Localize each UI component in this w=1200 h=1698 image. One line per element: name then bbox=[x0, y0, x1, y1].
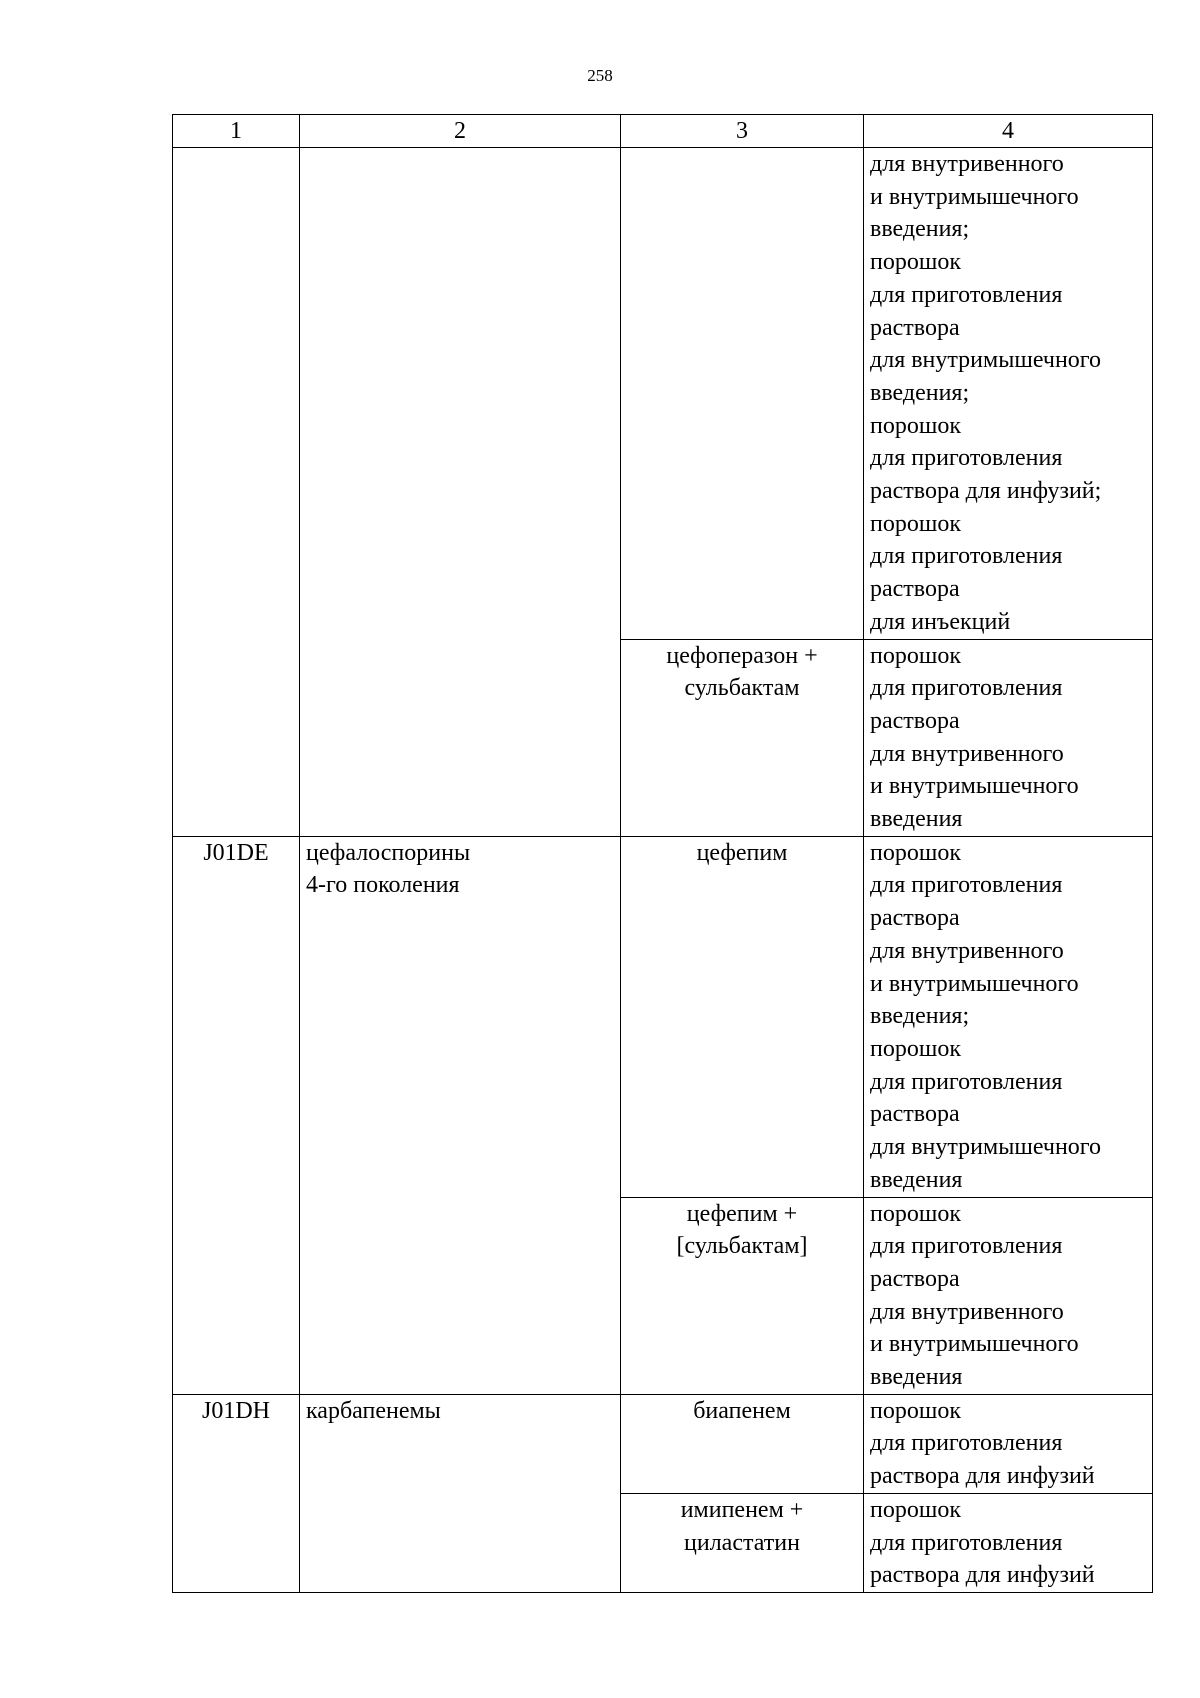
drug-name-cell bbox=[621, 148, 864, 640]
column-header-4: 4 bbox=[864, 115, 1153, 148]
cell-text-line: для приготовления bbox=[870, 281, 1063, 308]
drug-name-cell bbox=[621, 1493, 864, 1592]
group-name-cell bbox=[300, 836, 621, 1394]
table-row bbox=[173, 148, 1153, 640]
drug-name-cell bbox=[621, 639, 864, 836]
cell-text-line: для внутривенного bbox=[870, 151, 1064, 177]
table-row bbox=[173, 836, 1153, 1197]
cell-text-line: цефалоспорины bbox=[306, 839, 471, 866]
dosage-form-cell bbox=[864, 639, 1153, 836]
cell-text-line: порошок bbox=[870, 1496, 961, 1523]
table-header-row bbox=[173, 115, 1153, 148]
table-body bbox=[173, 148, 1153, 1593]
cell-text-line: карбапенемы bbox=[306, 1397, 441, 1424]
cell-text-line: порошок bbox=[870, 1397, 961, 1424]
cell-text-line: раствора для инфузий bbox=[870, 1562, 1095, 1589]
cell-text-line: для приготовления bbox=[870, 1068, 1063, 1095]
cell-text-line: для внутривенного bbox=[870, 740, 1064, 767]
group-name-cell bbox=[300, 1394, 621, 1592]
cell-text-line: раствора bbox=[870, 707, 960, 734]
cell-text-line: раствора bbox=[870, 1101, 960, 1128]
cell-text-line: и внутримышечного bbox=[870, 773, 1079, 800]
dosage-form-cell bbox=[864, 1197, 1153, 1394]
cell-text-line: для приготовления bbox=[870, 1430, 1063, 1457]
cell-text-line: введения; bbox=[870, 379, 970, 406]
cell-text-line: порошок bbox=[870, 1035, 961, 1062]
dosage-form-cell bbox=[864, 836, 1153, 1197]
cell-text-line: сульбактам bbox=[684, 675, 800, 702]
cell-text-line: введения bbox=[870, 806, 963, 833]
cell-text-line: введения bbox=[870, 1364, 963, 1391]
cell-text-line: введения; bbox=[870, 1003, 970, 1030]
cell-text-line: введения; bbox=[870, 216, 970, 243]
cell-text-line: для приготовления bbox=[870, 543, 1063, 570]
atc-code-cell bbox=[173, 148, 300, 837]
cell-text-line: раствора для инфузий; bbox=[870, 478, 1102, 505]
cell-text-line: цефепим + bbox=[686, 1200, 798, 1227]
atc-code-cell: J01DH bbox=[173, 1394, 300, 1592]
cell-text-line: порошок bbox=[870, 839, 961, 866]
column-header-1: 1 bbox=[173, 115, 300, 148]
cell-text-line: раствора bbox=[870, 314, 960, 341]
cell-text-line: для приготовления bbox=[870, 1233, 1063, 1260]
cell-text-line: 4-го поколения bbox=[306, 872, 460, 899]
cell-text-line: для приготовления bbox=[870, 1529, 1063, 1556]
drug-name-cell bbox=[621, 1394, 864, 1493]
cell-text-line: порошок bbox=[870, 510, 961, 537]
cell-text-line: порошок bbox=[870, 1200, 961, 1227]
cell-text-line: для внутривенного bbox=[870, 1298, 1064, 1325]
cell-text-line: имипенем + bbox=[680, 1496, 804, 1523]
cell-text-line: раствора bbox=[870, 576, 960, 603]
cell-text-line: раствора bbox=[870, 905, 960, 932]
column-header-2: 2 bbox=[300, 115, 621, 148]
drug-name-cell bbox=[621, 1197, 864, 1394]
cell-text-line: для внутримышечного bbox=[870, 1134, 1102, 1161]
cell-text-line: цефепим bbox=[696, 839, 788, 866]
cell-text-line: для внутримышечного bbox=[870, 347, 1102, 374]
cell-text-line: для приготовления bbox=[870, 445, 1063, 472]
group-name-cell bbox=[300, 148, 621, 837]
cell-text-line: [сульбактам] bbox=[676, 1233, 808, 1260]
page-number: 258 bbox=[587, 66, 613, 85]
cell-text-line: для приготовления bbox=[870, 872, 1063, 899]
cell-text-line: циластатин bbox=[684, 1529, 800, 1556]
column-header-3: 3 bbox=[621, 115, 864, 148]
cell-text-line: порошок bbox=[870, 642, 961, 669]
cell-text-line: порошок bbox=[870, 412, 961, 439]
dosage-form-cell bbox=[864, 1394, 1153, 1493]
atc-code-cell: J01DE bbox=[173, 836, 300, 1394]
cell-text-line: введения bbox=[870, 1166, 963, 1193]
dosage-form-cell bbox=[864, 148, 1153, 640]
cell-text-line: для инъекций bbox=[870, 608, 1011, 635]
cell-text-line: для внутривенного bbox=[870, 937, 1064, 964]
cell-text-line: раствора bbox=[870, 1265, 960, 1292]
cell-text-line: цефоперазон + bbox=[666, 642, 818, 669]
cell-text-line: и внутримышечного bbox=[870, 1331, 1079, 1358]
drug-name-cell bbox=[621, 836, 864, 1197]
table-row bbox=[173, 1394, 1153, 1493]
cell-text-line: раствора для инфузий bbox=[870, 1463, 1095, 1490]
cell-text-line: для приготовления bbox=[870, 675, 1063, 702]
dosage-form-cell bbox=[864, 1493, 1153, 1592]
cell-text-line: и внутримышечного bbox=[870, 970, 1079, 997]
cell-text-line: порошок bbox=[870, 249, 961, 276]
cell-text-line: биапенем bbox=[693, 1397, 791, 1424]
cell-text-line: и внутримышечного bbox=[870, 183, 1079, 210]
drug-table bbox=[172, 114, 1153, 1593]
